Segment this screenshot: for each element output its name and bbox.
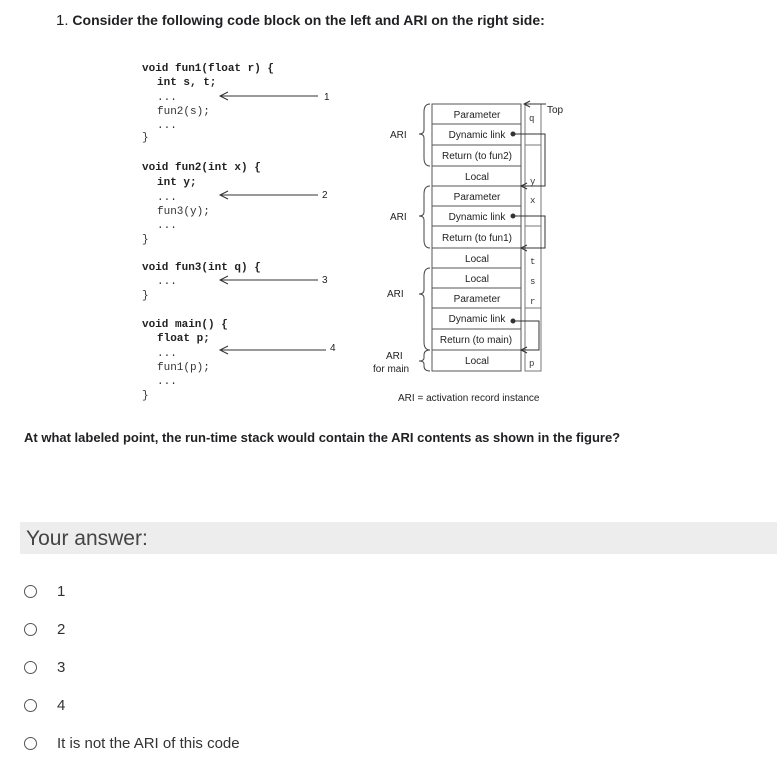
radio-button[interactable]: [24, 661, 37, 674]
stack-cell: Local: [465, 254, 489, 265]
option-5[interactable]: [24, 732, 240, 754]
ari-label: ARI: [390, 130, 407, 141]
point-label-1: 1: [324, 92, 330, 103]
code-fun3: [142, 262, 261, 302]
code-main: [142, 319, 228, 402]
stack-cell: Dynamic link: [448, 314, 506, 325]
stack-cell: Return (to fun2): [441, 151, 513, 162]
stack-cell: Dynamic link: [448, 212, 506, 223]
code-line: }: [142, 132, 149, 144]
radio-button[interactable]: [24, 737, 37, 750]
stack-cell: Parameter: [453, 294, 501, 305]
option-label: It is not the ARI of this code: [57, 734, 240, 752]
code-line: void fun1(float r) {: [142, 63, 275, 75]
code-line: ...: [157, 192, 177, 204]
top-label: Top: [547, 105, 564, 116]
stack-cell: Dynamic link: [448, 130, 506, 141]
code-fun2: [142, 162, 261, 246]
code-line: void fun3(int q) {: [142, 262, 261, 274]
code-line: fun3(y);: [157, 206, 210, 218]
code-line: fun2(s);: [157, 106, 210, 118]
code-line: ...: [157, 220, 177, 232]
option-3[interactable]: [24, 656, 65, 678]
code-line: }: [142, 290, 149, 302]
radio-button[interactable]: [24, 699, 37, 712]
radio-button[interactable]: [24, 623, 37, 636]
stack-cell: Parameter: [453, 110, 501, 121]
ari-main-label: ARI: [386, 351, 403, 362]
code-line: void main() {: [142, 319, 228, 331]
code-line: ...: [157, 348, 177, 360]
radio-button[interactable]: [24, 585, 37, 598]
code-line: float p;: [157, 333, 210, 345]
ari-caption: ARI = activation record instance: [398, 393, 540, 404]
code-line: }: [142, 390, 149, 402]
option-4[interactable]: [24, 694, 65, 716]
var-label-x: x: [530, 196, 536, 206]
question-prompt: At what labeled point, the run-time stack would contain the ARI contents as shown in the figure?: [24, 430, 621, 445]
stack-cell: Local: [465, 356, 489, 367]
code-line: ...: [157, 120, 177, 132]
stack-cell: Local: [465, 172, 489, 183]
code-line: fun1(p);: [157, 362, 210, 374]
var-label-p: p: [529, 359, 535, 369]
option-label: 1: [57, 582, 66, 600]
option-1[interactable]: [24, 580, 65, 602]
code-line: }: [142, 234, 149, 246]
stack-cell: Local: [465, 274, 489, 285]
option-label: 3: [57, 658, 66, 676]
stack-cell: Return (to fun1): [441, 233, 513, 244]
var-label-r: r: [530, 297, 536, 307]
code-line: ...: [157, 276, 177, 288]
code-line: ...: [157, 376, 177, 388]
ari-label: ARI: [390, 212, 407, 223]
stack-cell: Parameter: [453, 192, 501, 203]
code-line: ...: [157, 92, 177, 104]
question-title-text: Consider the following code block on the left and ARI on the right side:: [72, 12, 545, 28]
var-label-y: y: [530, 177, 536, 187]
stack-cell: Return (to main): [439, 335, 513, 346]
question-number: 1.: [56, 12, 69, 29]
answer-heading-bar: [20, 522, 777, 554]
ari-brackets: [419, 104, 430, 371]
ari-main-sublabel: for main: [373, 364, 410, 375]
var-label-q: q: [529, 114, 535, 124]
code-line: void fun2(int x) {: [142, 162, 261, 174]
option-label: 4: [57, 696, 66, 714]
var-label-s: s: [530, 277, 536, 287]
point-label-2: 2: [322, 190, 328, 201]
code-line: int y;: [157, 177, 197, 189]
code-line: int s, t;: [157, 77, 217, 89]
answer-heading: Your answer:: [26, 527, 148, 550]
point-label-3: 3: [322, 275, 328, 286]
code-fun1: [142, 63, 274, 144]
point-arrows: [220, 92, 326, 354]
runtime-stack: [373, 101, 564, 404]
point-label-4: 4: [330, 343, 336, 354]
ari-label: ARI: [387, 289, 404, 300]
option-2[interactable]: [24, 618, 65, 640]
option-label: 2: [57, 620, 66, 638]
var-label-t: t: [530, 257, 536, 267]
